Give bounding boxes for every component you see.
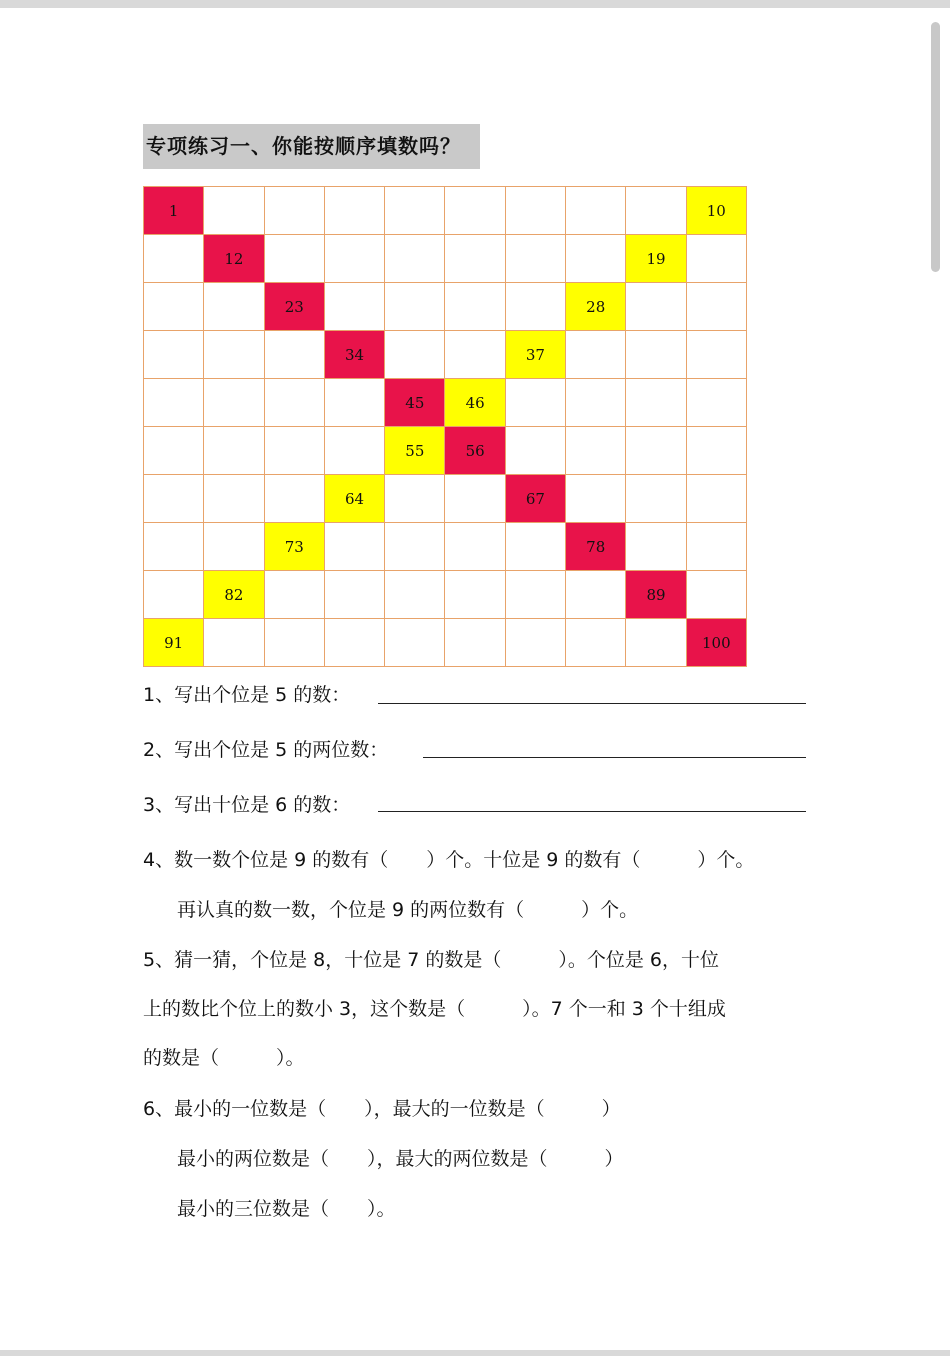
grid-cell-empty [445,235,505,283]
grid-cell-empty [566,571,626,619]
grid-cell-19: 19 [626,235,686,283]
number-grid [143,186,747,667]
grid-cell-empty [445,187,505,235]
grid-cell-empty [566,475,626,523]
grid-cell-empty [687,235,747,283]
grid-cell-empty [204,379,264,427]
grid-cell-empty [385,523,445,571]
grid-cell-empty [325,283,385,331]
question-2: 2、写出个位是 5 的两位数： [143,739,389,761]
grid-cell-82: 82 [204,571,264,619]
grid-cell-empty [566,619,626,667]
grid-cell-empty [385,283,445,331]
grid-cell-empty [144,283,204,331]
grid-cell-empty [687,475,747,523]
grid-cell-empty [144,427,204,475]
grid-cell-78: 78 [566,523,626,571]
grid-cell-89: 89 [626,571,686,619]
grid-cell-empty [566,235,626,283]
grid-cell-empty [566,427,626,475]
grid-cell-45: 45 [385,379,445,427]
grid-cell-empty [626,427,686,475]
question-3: 3、写出十位是 6 的数： [143,794,351,816]
grid-cell-empty [204,475,264,523]
grid-cell-empty [144,523,204,571]
grid-cell-empty [144,475,204,523]
grid-cell-empty [325,523,385,571]
question-4-line-1: 4、数一数个位是 9 的数有（ ）个。十位是 9 的数有（ ）个。 [143,849,755,871]
grid-cell-empty [325,571,385,619]
grid-cell-empty [445,283,505,331]
question-1: 1、写出个位是 5 的数： [143,684,351,706]
vertical-scrollbar[interactable] [931,22,940,272]
grid-cell-empty [204,331,264,379]
question-5-line-2: 上的数比个位上的数小 3，这个数是（ ）。7 个一和 3 个十组成 [143,998,726,1020]
grid-cell-56: 56 [445,427,505,475]
question-6-line-2: 最小的两位数是（ ），最大的两位数是（ ） [177,1148,624,1170]
grid-cell-55: 55 [385,427,445,475]
question-5-line-3: 的数是（ ）。 [143,1047,305,1069]
grid-cell-empty [265,331,325,379]
grid-cell-empty [144,331,204,379]
grid-cell-empty [265,571,325,619]
grid-cell-46: 46 [445,379,505,427]
answer-line-2[interactable] [423,757,806,758]
page-title: 专项练习一、你能按顺序填数吗？ [143,124,480,169]
grid-cell-empty [325,235,385,283]
grid-cell-empty [506,427,566,475]
grid-cell-empty [204,619,264,667]
grid-cell-empty [325,427,385,475]
grid-cell-28: 28 [566,283,626,331]
grid-cell-empty [626,331,686,379]
grid-cell-empty [445,571,505,619]
grid-cell-empty [506,571,566,619]
grid-cell-empty [626,187,686,235]
grid-cell-23: 23 [265,283,325,331]
grid-cell-empty [385,187,445,235]
grid-cell-empty [204,283,264,331]
grid-cell-empty [385,475,445,523]
grid-cell-empty [506,523,566,571]
grid-cell-empty [445,475,505,523]
grid-cell-empty [566,379,626,427]
grid-cell-empty [144,235,204,283]
grid-cell-empty [265,475,325,523]
grid-cell-empty [687,379,747,427]
grid-cell-empty [445,619,505,667]
question-6-line-1: 6、最小的一位数是（ ），最大的一位数是（ ） [143,1098,621,1120]
viewer-bottom-bar [0,1350,950,1356]
grid-cell-12: 12 [204,235,264,283]
grid-cell-empty [506,619,566,667]
grid-cell-empty [265,619,325,667]
grid-cell-empty [626,283,686,331]
grid-cell-empty [144,571,204,619]
grid-cell-empty [566,331,626,379]
grid-cell-empty [265,379,325,427]
grid-cell-empty [265,427,325,475]
grid-cell-empty [626,619,686,667]
grid-cell-10: 10 [687,187,747,235]
grid-cell-empty [687,571,747,619]
answer-line-3[interactable] [378,811,806,812]
grid-cell-34: 34 [325,331,385,379]
grid-cell-empty [325,379,385,427]
grid-cell-empty [204,523,264,571]
grid-cell-empty [385,235,445,283]
question-6-line-3: 最小的三位数是（ ）。 [177,1198,396,1220]
grid-cell-empty [385,571,445,619]
grid-cell-empty [687,331,747,379]
grid-cell-empty [445,331,505,379]
grid-cell-empty [566,187,626,235]
grid-cell-73: 73 [265,523,325,571]
grid-cell-empty [385,331,445,379]
grid-cell-empty [204,427,264,475]
grid-cell-37: 37 [506,331,566,379]
grid-cell-empty [265,235,325,283]
grid-cell-empty [506,283,566,331]
grid-cell-empty [204,187,264,235]
grid-cell-empty [144,379,204,427]
grid-cell-empty [687,427,747,475]
grid-cell-1: 1 [144,187,204,235]
grid-cell-100: 100 [687,619,747,667]
grid-cell-empty [506,235,566,283]
grid-cell-empty [325,619,385,667]
grid-cell-empty [506,379,566,427]
grid-cell-empty [325,187,385,235]
grid-cell-empty [626,475,686,523]
viewer-top-bar [0,0,950,8]
grid-cell-empty [626,523,686,571]
grid-cell-empty [687,283,747,331]
grid-cell-64: 64 [325,475,385,523]
question-4-line-2: 再认真的数一数，个位是 9 的两位数有（ ）个。 [177,899,639,921]
grid-cell-empty [445,523,505,571]
answer-line-1[interactable] [378,703,806,704]
question-5-line-1: 5、猜一猜，个位是 8，十位是 7 的数是（ ）。个位是 6，十位 [143,949,720,971]
grid-cell-91: 91 [144,619,204,667]
grid-cell-empty [265,187,325,235]
grid-cell-empty [385,619,445,667]
grid-cell-empty [626,379,686,427]
grid-cell-67: 67 [506,475,566,523]
grid-cell-empty [687,523,747,571]
grid-cell-empty [506,187,566,235]
